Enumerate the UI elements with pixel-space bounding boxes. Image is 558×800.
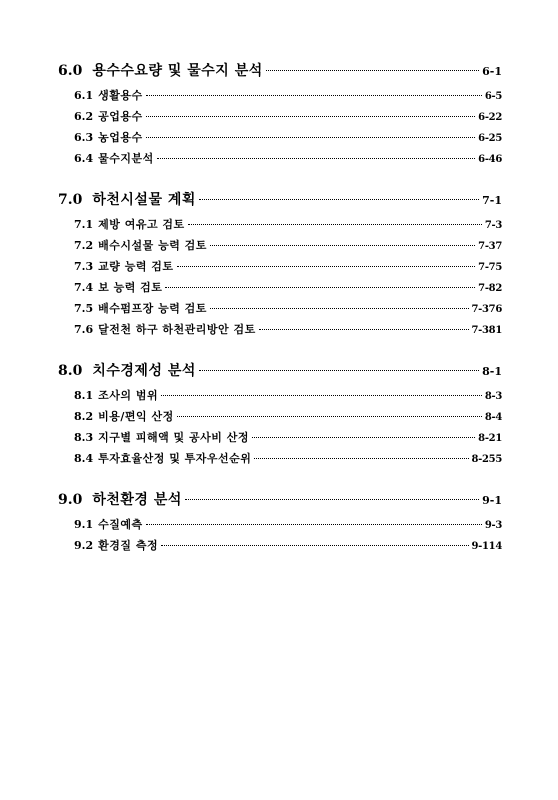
toc-section — [58, 358, 502, 469]
toc-entry-page: 7-3 — [484, 220, 502, 231]
toc-entry-page: 7-376 — [471, 304, 502, 315]
toc-entry-title: 치수경제성 분석 — [92, 363, 196, 379]
toc-subsection-entry[interactable] — [58, 298, 502, 319]
toc-entry-page: 7-381 — [471, 325, 502, 336]
toc-entry-page: 8-3 — [484, 391, 502, 402]
dot-leader — [199, 370, 479, 371]
toc-chapter-entry[interactable] — [58, 58, 502, 85]
toc-entry-title: 공업용수 — [98, 110, 143, 123]
dot-leader — [254, 458, 468, 459]
toc-entry-title: 하천환경 분석 — [92, 492, 182, 508]
toc-entry-number: 8.2 — [74, 410, 94, 423]
toc-entry-title: 농업용수 — [98, 131, 143, 144]
toc-subsection-entry[interactable] — [58, 127, 502, 148]
toc-entry-page: 9-3 — [484, 520, 502, 531]
toc-entry-title: 배수펌프장 능력 검토 — [98, 302, 207, 315]
toc-entry-number: 7.3 — [74, 260, 94, 273]
toc-entry-title: 환경질 측정 — [98, 539, 159, 552]
toc-entry-title: 교량 능력 검토 — [98, 260, 174, 273]
toc-entry-title: 지구별 피해액 및 공사비 산정 — [98, 431, 249, 444]
toc-subsection-entry[interactable] — [58, 214, 502, 235]
toc-entry-number: 8.4 — [74, 452, 94, 465]
toc-entry-number: 8.0 — [58, 363, 83, 379]
toc-entry-title: 생활용수 — [98, 89, 143, 102]
dot-leader — [165, 287, 475, 288]
toc-subsection-entry[interactable] — [58, 406, 502, 427]
toc-chapter-entry[interactable] — [58, 487, 502, 514]
dot-leader — [161, 545, 468, 546]
toc-entry-number: 6.1 — [74, 89, 94, 102]
toc-entry-title: 조사의 범위 — [98, 389, 159, 402]
toc-entry-title: 배수시설물 능력 검토 — [98, 239, 207, 252]
toc-entry-page: 9-114 — [471, 541, 502, 552]
toc-entry-title: 수질예측 — [98, 518, 143, 531]
toc-entry-number: 7.4 — [74, 281, 94, 294]
dot-leader — [185, 499, 479, 500]
toc-entry-page: 6-1 — [482, 65, 502, 78]
table-of-contents — [58, 58, 502, 574]
toc-section — [58, 487, 502, 556]
toc-subsection-entry[interactable] — [58, 514, 502, 535]
toc-entry-title: 투자효율산정 및 투자우선순위 — [98, 452, 252, 465]
toc-entry-number: 6.4 — [74, 152, 94, 165]
toc-entry-number: 9.2 — [74, 539, 94, 552]
toc-entry-title: 보 능력 검토 — [98, 281, 163, 294]
dot-leader — [252, 437, 475, 438]
toc-subsection-entry[interactable] — [58, 385, 502, 406]
toc-entry-number: 8.1 — [74, 389, 94, 402]
toc-entry-page: 6-46 — [478, 154, 502, 165]
toc-entry-page: 8-4 — [484, 412, 502, 423]
dot-leader — [157, 158, 475, 159]
toc-entry-number: 7.1 — [74, 218, 94, 231]
toc-entry-number: 7.0 — [58, 192, 83, 208]
toc-entry-number: 6.2 — [74, 110, 94, 123]
toc-entry-page: 6-22 — [478, 112, 502, 123]
toc-subsection-entry[interactable] — [58, 319, 502, 340]
toc-entry-page: 7-82 — [478, 283, 502, 294]
toc-entry-page: 7-75 — [478, 262, 502, 273]
toc-subsection-entry[interactable] — [58, 277, 502, 298]
toc-entry-page: 7-37 — [478, 241, 502, 252]
toc-subsection-entry[interactable] — [58, 85, 502, 106]
toc-entry-number: 6.3 — [74, 131, 94, 144]
toc-subsection-entry[interactable] — [58, 535, 502, 556]
dot-leader — [177, 416, 482, 417]
toc-entry-page: 7-1 — [482, 194, 502, 207]
toc-subsection-entry[interactable] — [58, 235, 502, 256]
dot-leader — [146, 524, 482, 525]
toc-entry-number: 7.2 — [74, 239, 94, 252]
toc-entry-number: 8.3 — [74, 431, 94, 444]
toc-entry-title: 물수지분석 — [98, 152, 154, 165]
toc-entry-page: 9-1 — [482, 494, 502, 507]
toc-entry-number: 7.5 — [74, 302, 94, 315]
toc-subsection-entry[interactable] — [58, 427, 502, 448]
toc-subsection-entry[interactable] — [58, 148, 502, 169]
toc-entry-title: 용수수요량 및 물수지 분석 — [92, 63, 263, 79]
toc-entry-page: 8-255 — [471, 454, 502, 465]
dot-leader — [259, 329, 469, 330]
toc-entry-title: 제방 여유고 검토 — [98, 218, 185, 231]
toc-entry-title: 하천시설물 계획 — [92, 192, 196, 208]
toc-entry-number: 7.6 — [74, 323, 94, 336]
dot-leader — [146, 116, 476, 117]
dot-leader — [146, 95, 482, 96]
dot-leader — [199, 199, 479, 200]
toc-entry-number: 6.0 — [58, 63, 83, 79]
toc-entry-title: 달전천 하구 하천관리방안 검토 — [98, 323, 256, 336]
dot-leader — [210, 308, 469, 309]
toc-entry-number: 9.1 — [74, 518, 94, 531]
toc-section — [58, 187, 502, 340]
toc-subsection-entry[interactable] — [58, 256, 502, 277]
toc-entry-title: 비용/편익 산정 — [98, 410, 174, 423]
toc-entry-number: 9.0 — [58, 492, 83, 508]
toc-entry-page: 6-5 — [484, 91, 502, 102]
toc-subsection-entry[interactable] — [58, 106, 502, 127]
dot-leader — [161, 395, 482, 396]
dot-leader — [177, 266, 476, 267]
dot-leader — [188, 224, 482, 225]
toc-section — [58, 58, 502, 169]
toc-entry-page: 8-21 — [478, 433, 502, 444]
toc-chapter-entry[interactable] — [58, 187, 502, 214]
toc-subsection-entry[interactable] — [58, 448, 502, 469]
toc-chapter-entry[interactable] — [58, 358, 502, 385]
dot-leader — [266, 70, 479, 71]
toc-entry-page: 6-25 — [478, 133, 502, 144]
dot-leader — [210, 245, 475, 246]
dot-leader — [146, 137, 476, 138]
toc-entry-page: 8-1 — [482, 365, 502, 378]
